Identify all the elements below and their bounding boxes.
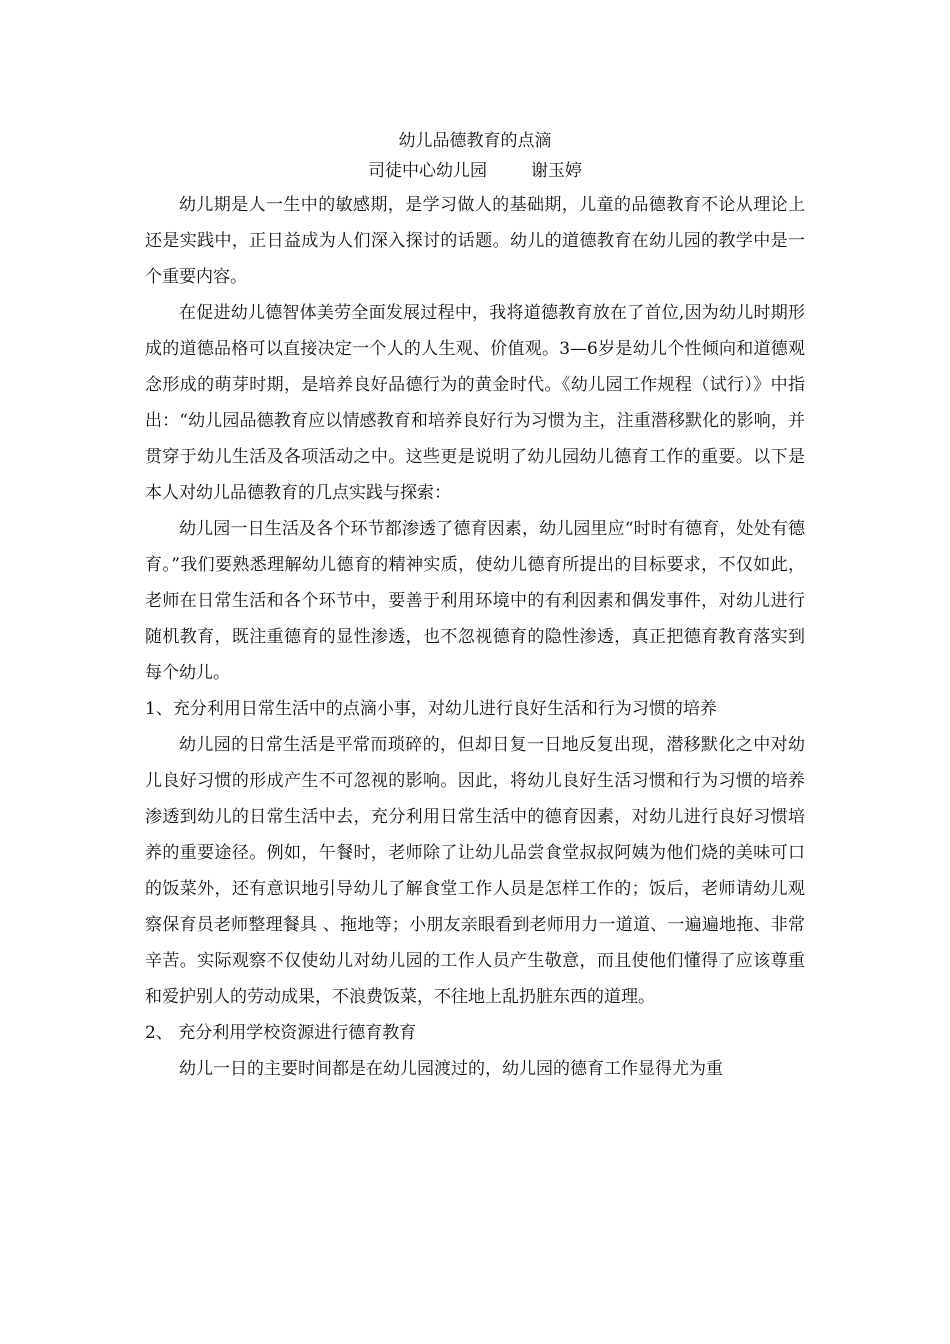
document-byline (145, 155, 805, 187)
paragraph-school-resources: 幼儿一日的主要时间都是在幼儿园渡过的，幼儿园的德育工作显得尤为重 (179, 1059, 723, 1079)
paragraph-daily-life-habits: 幼儿园的日常生活是平常而琐碎的，但却日复一日地反复出现，潜移默化之中对幼儿良好习惯的形成产生不可忽视的影响。因此，将幼儿良好生活习惯和行为习惯的培养渗透到幼儿的日常生活中去，充分利用日常生活中的德育因素，对幼儿进行良好习惯培养的重要途径。例如，午餐时，老师除了让幼儿品尝食堂叔叔阿姨为他们烧的美味可口的饭菜外，还有意识地引导幼儿了解食堂工作人员是怎样工作的；饭后，老师请幼儿观察保育员老师整理餐具 、拖地等；小朋友亲眼看到老师用力一道道、一遍遍地拖、非常辛苦。实际观察不仅使幼儿对幼儿园的工作人员产生敬意，而且使他们懂得了应该尊重和爱护别人的劳动成果，不浪费饭菜，不往地上乱扔脏东西的道理。 (145, 735, 805, 1007)
paragraph-moral-education-priority: 在促进幼儿德智体美劳全面发展过程中，我将道德教育放在了首位,因为幼儿时期形成的道德品格可以直接决定一个人的人生观、价值观。3—6岁是幼儿个性倾向和道德观念形成的萌芽时期，是培养良好品德行为的黄金时代。《幼儿园工作规程（试行）》中指出：“幼儿园品德教育应以情感教育和培养良好行为习惯为主，注重潜移默化的影响，并贯穿于幼儿生活及各项活动之中。这些更是说明了幼儿园幼儿德育工作的重要。以下是本人对幼儿品德教育的几点实践与探索： (145, 303, 805, 503)
author-name: 谢玉婷 (531, 161, 582, 181)
paragraph-intro: 幼儿期是人一生中的敏感期，是学习做人的基础期，儿童的品德教育不论从理论上还是实践中，正日益成为人们深入探讨的话题。幼儿的道德教育在幼儿园的教学中是一个重要内容。 (145, 195, 805, 287)
paragraph-daily-life-moral-factors: 幼儿园一日生活及各个环节都渗透了德育因素，幼儿园里应“时时有德育，处处有德育。”我们要熟悉理解幼儿德育的精神实质，使幼儿德育所提出的目标要求，不仅如此，老师在日常生活和各个环节中，要善于利用环境中的有利因素和偶发事件，对幼儿进行随机教育，既注重德育的显性渗透，也不忽视德育的隐性渗透，真正把德育教育落实到每个幼儿。 (145, 519, 805, 683)
document-page (145, 128, 805, 1087)
school-name: 司徒中心幼儿园 (368, 161, 487, 181)
document-title: 幼儿品德教育的点滴 (398, 131, 552, 151)
section-heading-1: 1、充分利用日常生活中的点滴小事，对幼儿进行良好生活和行为习惯的培养 (145, 699, 717, 719)
section-heading-2: 2、 充分利用学校资源进行德育教育 (145, 1023, 417, 1043)
